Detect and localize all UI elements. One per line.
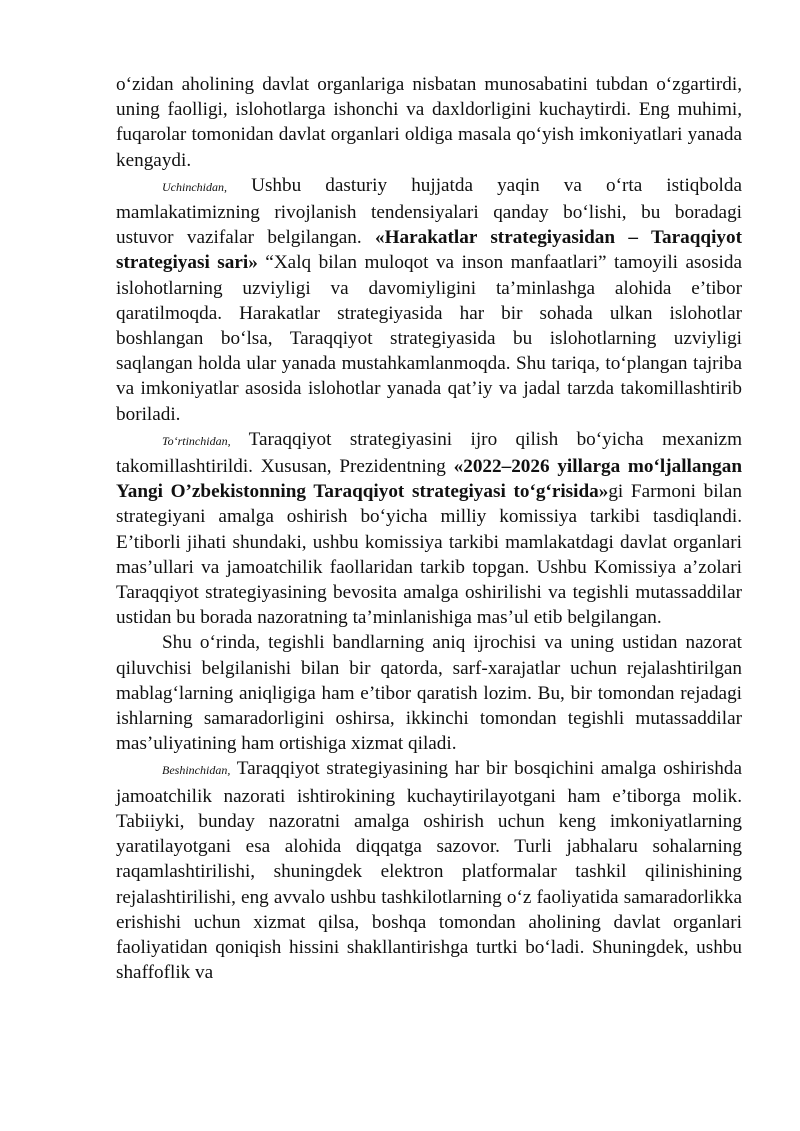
paragraph-lead-word: Beshinchidan, <box>162 763 231 778</box>
paragraph-text: “Xalq bilan muloqot va inson manfaatlari” tamoyili asosida islohotlarning uzviyligi va davomiyligini ta’minlashga alohida e’tibor qaratilmoqda. Harakatlar strategiyasida har bir sohada ulkan islohotlar boshlangan bo‘lsa, Taraqqiyot strategiyasida bu islohotlarning uzviyligi saqlangan holda ular yanada mustahkamlanmoqda. Shu tariqa, to‘plangan tajriba va imkoniyatlar asosida islohotlar yanada qat’iy va jadal tarzda takomillashtirib boriladi. <box>116 252 742 425</box>
paragraph-text: Taraqqiyot strategiyasini ijro qilish bo‘yicha mexanizm takomillashtirildi. Xususan, Prezidentning <box>116 428 742 478</box>
document-page <box>116 72 742 985</box>
paragraph-lead-word: To‘rtinchidan, <box>162 433 231 448</box>
paragraph-text: gi Farmoni bilan strategiyani amalga oshirish bo‘yicha milliy komissiya tarkibi tasdiqlandi. E’tiborli jihati shundaki, ushbu komissiya tarkibi mamlakatdagi davlat organlari mas’ullari va jamoatchilik faollaridan tarkib topgan. Ushbu Komissiya a’zolari Taraqqiyot strategiyasining bevosita amalga oshirilishi va tegishli mutassaddilar ustidan bu borada nazoratning ta’minlanishiga mas’ul etib belgilangan. <box>116 481 742 629</box>
paragraph-text: Ushbu dasturiy hujjatda yaqin va o‘rta istiqbolda mamlakatimizning rivojlanish tendensiyalari qanday bo‘lishi, bu boradagi ustuvor vazifalar belgilangan. <box>116 174 742 249</box>
paragraph-5 <box>116 756 742 985</box>
paragraph-text: Taraqqiyot strategiyasining har bir bosqichini amalga oshirishda jamoatchilik nazorati ishtirokining kuchaytirilayotgani ham e’tiborga molik. Tabiiyki, bunday nazoratni amalga oshirish uchun keng imkoniyatlarning yaratilayotgani esa alohida diqqatga sazovor. Turli jabhalaru sohalarning raqamlashtirilishi, shuningdek elektron platformalar tashkil qilinishining rejalashtirilishi, eng avvalo ushbu tashkilotlarning o‘z faoliyatida samaradorlikka erishishi uchun xizmat qilsa, boshqa tomondan aholining davlat organlari faoliyatidan qoniqish hissini shakllantirishga turtki bo‘ladi. Shuningdek, ushbu shaffoflik va <box>116 758 742 984</box>
paragraph-3 <box>116 427 742 631</box>
paragraph-4: Shu o‘rinda, tegishli bandlarning aniq ijrochisi va uning ustidan nazorat qiluvchisi belgilanishi bilan bir qatorda, sarf-xarajatlar uchun rejalashtirilgan mablag‘larning aniqligiga ham e’tibor qaratish lozim. Bu, bir tomondan rejadagi ishlarning samaradorligini oshirsa, ikkinchi tomondan tegishli mutassaddilar mas’uliyatining ham ortishiga xizmat qiladi. <box>116 632 742 755</box>
paragraph-lead-word: Uchinchidan, <box>162 179 227 194</box>
paragraph-2 <box>116 173 742 427</box>
bold-quote: «Harakatlar strategiyasidan – Taraqqiyot strategiyasi sari» <box>116 227 742 274</box>
paragraph-1: o‘zidan aholining davlat organlariga nisbatan munosabatini tubdan o‘zgartirdi, uning faolligi, islohotlarga ishonchi va daxldorligini kuchaytirdi. Eng muhimi, fuqarolar tomonidan davlat organlari oldiga masala qo‘yish imkoniyatlari yanada kengaydi. <box>116 74 742 171</box>
bold-quote: «2022–2026 yillarga mo‘ljallangan Yangi O’zbekistonning Taraqqiyot strategiyasi to‘g‘risida» <box>116 456 743 503</box>
